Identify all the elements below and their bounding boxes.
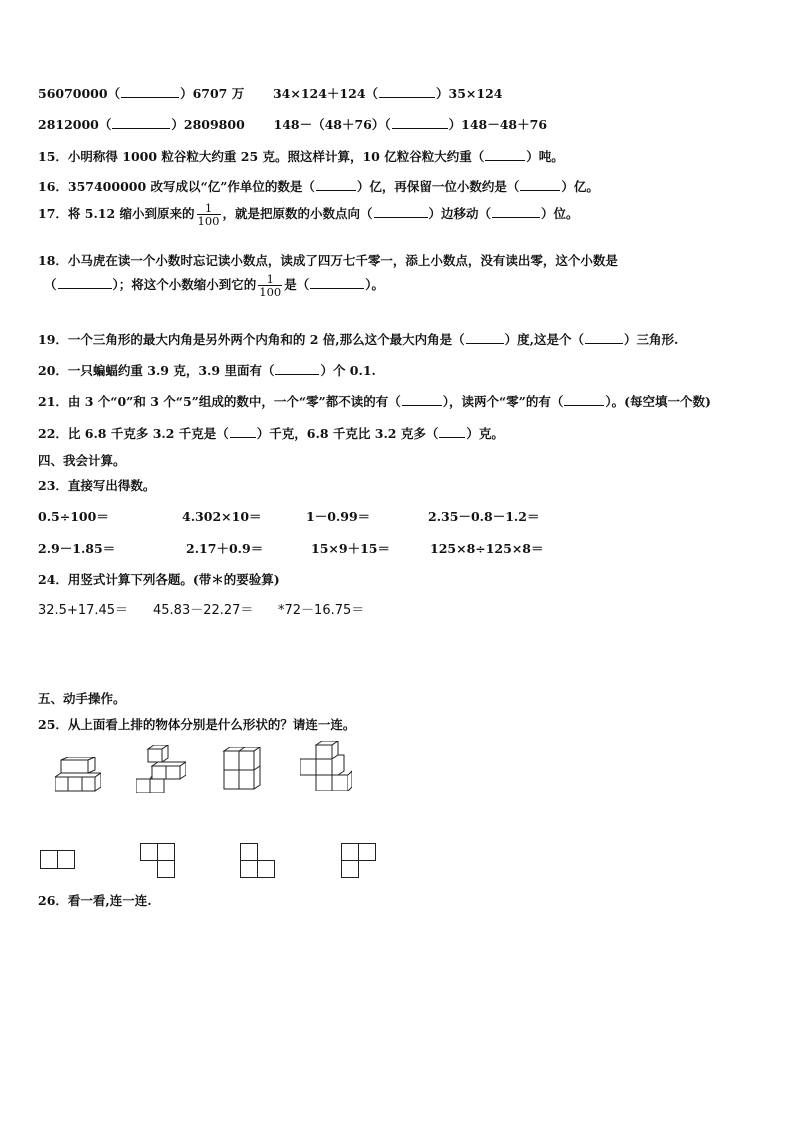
vertical-calc-item: *72－16.75＝ [278,603,365,618]
calc-item: 2.17＋0.9＝ [186,541,264,556]
q16-text-end: ）亿。 [561,179,599,194]
answer-blank[interactable] [402,394,442,406]
q15-text-end: ）吨。 [526,149,564,164]
question-20 [38,361,376,379]
answer-blank[interactable] [316,179,356,191]
top-view-4 [341,843,377,878]
calc-item: 2.9－1.85＝ [38,541,116,556]
question-26-title [38,891,152,909]
compare-2b-left: 148－（48＋76）（ [273,117,391,132]
cube-figure-1 [55,757,101,793]
q15-text: 15．小明称得 1000 粒谷粒大约重 25 克。照这样计算，10 亿粒谷粒大约重（ [38,149,485,164]
cube-figure-2 [136,745,186,793]
compare-1a-left: 56070000（ [38,86,121,101]
question-17 [38,202,579,227]
q21-text: 21．由 3 个“0”和 3 个“5”组成的数中，一个“零”都不读的有（ [38,394,401,409]
answer-blank[interactable] [439,426,465,438]
answer-blank[interactable] [230,426,256,438]
compare-2a-right: ）2809800 [171,117,245,132]
fraction-numerator: 1 [197,202,221,215]
answer-blank[interactable] [466,332,504,344]
q16-text: 16．357400000 改写成以“亿”作单位的数是（ [38,179,315,194]
q21-text-end: ）。(每空填一个数) [605,394,711,409]
q21-text-mid: ），读两个“零”的有（ [442,394,564,409]
fraction-one-hundredth [258,273,282,298]
q18-text-open: （ [44,277,57,293]
q26-text: 26．看一看,连一连. [38,893,152,908]
answer-blank[interactable] [121,86,179,98]
calc-item: 1－0.99＝ [306,509,371,524]
compare-1b-right: ）35×124 [436,86,503,101]
answer-blank[interactable] [585,332,623,344]
section-5-title: 五、动手操作。 [38,691,126,706]
q25-text: 25．从上面看上排的物体分别是什么形状的？请连一连。 [38,717,356,732]
answer-blank[interactable] [374,206,428,218]
question-23-title [38,476,155,494]
calc-item: 125×8÷125×8＝ [430,541,544,556]
question-19 [38,330,678,348]
calc-item: 4.302×10＝ [182,509,262,524]
q19-text-mid: ）度,这是个（ [504,332,585,347]
top-view-2 [140,843,176,878]
q22-text-mid: ）千克，6.8 千克比 3.2 克多（ [256,426,439,441]
question-22 [38,424,504,442]
question-15 [38,147,564,165]
vertical-calc-item: 32.5+17.45＝ [38,603,129,618]
answer-blank[interactable] [520,179,560,191]
fraction-numerator: 1 [258,273,282,286]
q17-text: 17．将 5.12 缩小到原来的 [38,206,195,222]
question-25-title [38,715,355,733]
answer-blank[interactable] [58,277,112,289]
q23-text: 23．直接写出得数。 [38,478,156,493]
answer-blank[interactable] [275,363,319,375]
answer-blank[interactable] [379,86,435,98]
top-view-3 [240,843,276,878]
question-18-line-2 [44,273,384,298]
calc-item: 15×9＋15＝ [311,541,390,556]
answer-blank[interactable] [310,277,364,289]
section-5-heading [38,689,126,707]
question-24-title [38,570,280,588]
section-4-heading [38,451,126,469]
compare-1a-right: ）6707 万 [180,86,245,101]
q19-text: 19．一个三角形的最大内角是另外两个内角和的 2 倍,那么这个最大内角是（ [38,332,465,347]
q20-text-end: ）个 0.1. [320,363,376,378]
question-16 [38,177,599,195]
question-18-line-1 [38,251,618,269]
q16-text-mid: ）亿，再保留一位小数约是（ [356,179,520,194]
answer-blank[interactable] [112,117,170,129]
compare-1b-left: 34×124＋124（ [272,86,379,101]
compare-2b-right: ）148－48＋76 [448,117,548,132]
q20-text: 20．一只蝙蝠约重 3.9 克，3.9 里面有（ [38,363,275,378]
q22-text-end: ）克。 [466,426,504,441]
q22-text: 22．比 6.8 千克多 3.2 千克是（ [38,426,229,441]
calc-item: 0.5÷100＝ [38,509,109,524]
cube-figure-4 [300,741,352,791]
vertical-calc-item: 45.83－22.27＝ [153,603,254,618]
compare-row-1 [38,84,503,102]
cube-figure-3 [220,747,266,791]
q19-text-end: ）三角形. [624,332,679,347]
answer-blank[interactable] [392,117,448,129]
fraction-one-hundredth [197,202,221,227]
top-view-1 [40,850,76,870]
calc-item: 2.35－0.8－1.2＝ [428,509,540,524]
question-21 [38,392,711,410]
fraction-denominator: 100 [259,285,282,300]
compare-row-2 [38,115,547,133]
section-4-title: 四、我会计算。 [38,453,126,468]
q17-text-mid: ，就是把原数的小数点向（ [222,206,373,222]
answer-blank[interactable] [492,206,540,218]
q18-text: 18．小马虎在读一个小数时忘记读小数点，读成了四万七千零一，添上小数点，没有读出零，这个小数是 [38,253,618,268]
answer-blank[interactable] [564,394,604,406]
q17-text-mid2: ）边移动（ [428,206,492,222]
q17-text-end: ）位。 [541,206,579,222]
answer-blank[interactable] [485,149,525,161]
fraction-denominator: 100 [197,214,220,229]
q18-text-end: ）。 [365,277,385,293]
q18-text-mid: ）；将这个小数缩小到它的 [112,277,257,293]
q24-text: 24．用竖式计算下列各题。(带＊的要验算) [38,572,280,587]
compare-2a-left: 2812000（ [38,117,112,132]
q18-text-mid2: 是（ [284,277,310,293]
